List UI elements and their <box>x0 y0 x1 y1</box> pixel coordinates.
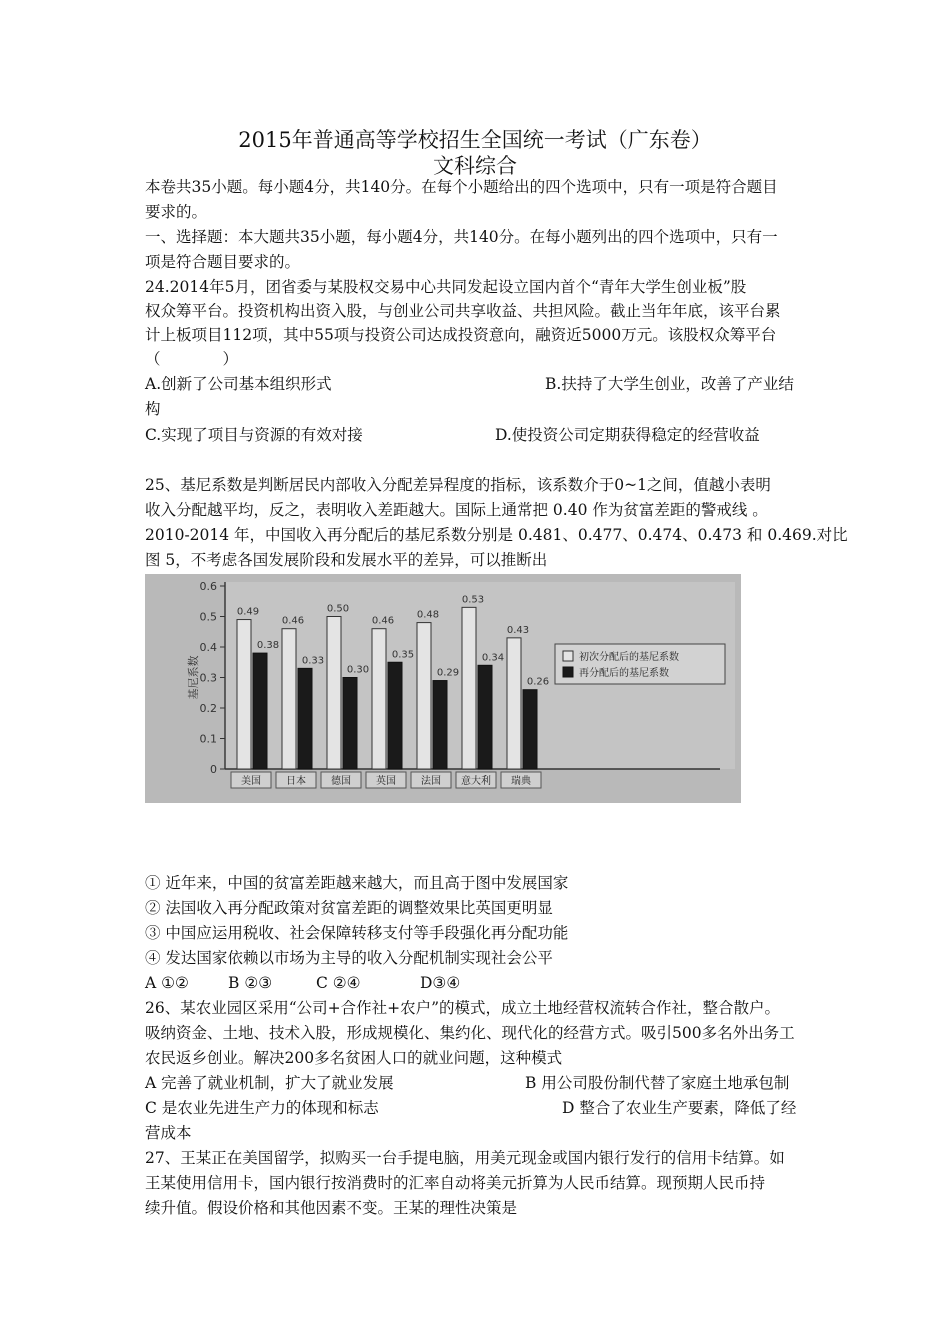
q25-statement-1: ① 近年来，中国的贫富差距越来越大，而且高于图中发展国家 <box>145 874 569 892</box>
bar-primary-4 <box>372 629 386 769</box>
data-label: 0.26 <box>526 676 550 688</box>
y-tick-label: 0 <box>210 763 217 776</box>
q26-option-d: D 整合了农业生产要素，降低了经 <box>562 1099 797 1117</box>
category-label: 意大利 <box>461 776 491 787</box>
data-label: 0.29 <box>436 667 460 679</box>
data-label: 0.43 <box>506 624 530 636</box>
y-axis-label: 基尼系数 <box>187 655 200 700</box>
q26-option-b: B 用公司股份制代替了家庭土地承包制 <box>525 1074 790 1092</box>
legend-swatch-redistribution <box>563 667 573 677</box>
data-label: 0.35 <box>391 649 415 661</box>
q26-stem: 农民返乡创业。解决200多名贫困人口的就业问题，这种模式 <box>145 1049 563 1067</box>
q24-answer-blank: （ ） <box>145 350 239 368</box>
q24-stem: 计上板项目112项，其中55项与投资公司达成投资意向，融资近5000万元。该股权众筹平台 <box>145 326 777 344</box>
q25-stem: 收入分配越平均，反之，表明收入差距越大。国际上通常把 0.40 作为贫富差距的警戒线 。 <box>145 501 768 519</box>
q25-choice-d: D③④ <box>420 974 461 992</box>
legend-label-primary: 初次分配后的基尼系数 <box>579 652 679 663</box>
bar-primary-7 <box>507 638 521 769</box>
y-tick-label: 0.3 <box>199 671 217 685</box>
q25-statement-3: ③ 中国应运用税收、社会保障转移支付等手段强化再分配功能 <box>145 924 569 942</box>
q25-statement-4: ④ 发达国家依赖以市场为主导的收入分配机制实现社会公平 <box>145 949 553 967</box>
category-label: 瑞典 <box>511 776 531 787</box>
bar-redistribution-3 <box>343 678 357 770</box>
data-label: 0.48 <box>416 609 440 621</box>
intro-line: 本卷共35小题。每小题4分，共140分。在每个小题给出的四个选项中，只有一项是符合题目 <box>145 178 778 196</box>
q26-stem: 26、某农业园区采用“公司+合作社+农户”的模式，成立土地经营权流转合作社，整合散户。 <box>145 999 781 1017</box>
category-label: 法国 <box>421 776 441 787</box>
data-label: 0.30 <box>346 664 370 676</box>
page-subtitle: 文科综合 <box>433 154 517 178</box>
q24-option-b: B.扶持了大学生创业，改善了产业结 <box>545 375 794 393</box>
bar-redistribution-4 <box>388 662 402 769</box>
category-label: 美国 <box>241 776 261 787</box>
bar-redistribution-5 <box>433 681 447 769</box>
q26-option-c: C 是农业先进生产力的体现和标志 <box>145 1099 379 1117</box>
bar-primary-2 <box>282 629 296 769</box>
legend-swatch-primary <box>563 651 573 661</box>
q24-stem: 权众筹平台。投资机构出资入股，与创业公司共享收益、共担风险。截止当年年底，该平台累 <box>145 302 781 320</box>
q25-stem: 图 5，不考虑各国发展阶段和发展水平的差异，可以推断出 <box>145 551 548 569</box>
q26-option-d-continued: 营成本 <box>145 1124 192 1142</box>
q25-choice-c: C ②④ <box>316 974 361 992</box>
data-label: 0.53 <box>461 594 485 606</box>
q24-stem: 24.2014年5月，团省委与某股权交易中心共同发起设立国内首个“青年大学生创业板”股 <box>145 278 747 296</box>
q27-stem: 王某使用信用卡，国内银行按消费时的汇率自动将美元折算为人民币结算。现预期人民币持 <box>145 1174 766 1192</box>
y-tick-label: 0.5 <box>199 610 217 624</box>
data-label: 0.46 <box>371 615 395 627</box>
bar-redistribution-2 <box>298 668 312 769</box>
q27-stem: 27、王某正在美国留学，拟购买一台手提电脑，用美元现金或国内银行发行的信用卡结算。如 <box>145 1149 785 1167</box>
bar-redistribution-7 <box>523 690 537 769</box>
legend-label-redistribution: 再分配后的基尼系数 <box>579 668 669 679</box>
category-label: 英国 <box>376 776 396 787</box>
q24-option-d: D.使投资公司定期获得稳定的经营收益 <box>495 426 760 444</box>
data-label: 0.38 <box>256 640 280 652</box>
data-label: 0.34 <box>481 652 505 664</box>
bar-primary-3 <box>327 617 341 770</box>
y-tick-label: 0.6 <box>199 580 217 593</box>
data-label: 0.46 <box>281 615 305 627</box>
q25-stem: 2010-2014 年，中国收入再分配后的基尼系数分别是 0.481、0.477、0.474、0.473 和 0.469.对比 <box>145 526 848 544</box>
q25-choice-a: A ①② <box>145 974 189 992</box>
bar-redistribution-6 <box>478 665 492 769</box>
q25-choice-b: B ②③ <box>228 974 273 992</box>
y-tick-label: 0.1 <box>199 732 217 746</box>
q24-option-c: C.实现了项目与资源的有效对接 <box>145 426 363 444</box>
page-title: 2015年普通高等学校招生全国统一考试（广东卷） <box>238 128 712 152</box>
y-tick-label: 0.4 <box>199 641 217 654</box>
bar-primary-6 <box>462 607 476 769</box>
intro-line: 要求的。 <box>145 203 208 221</box>
category-label: 德国 <box>331 776 351 787</box>
intro-line: 一、选择题：本大题共35小题，每小题4分，共140分。在每小题列出的四个选项中，只有一 <box>145 228 778 246</box>
data-label: 0.49 <box>236 606 260 618</box>
category-label: 日本 <box>286 776 306 787</box>
bar-primary-1 <box>237 620 251 769</box>
q24-option-a: A.创新了公司基本组织形式 <box>145 375 332 393</box>
q26-stem: 吸纳资金、土地、技术入股，形成规模化、集约化、现代化的经营方式。吸引500多名外出务工 <box>145 1024 795 1042</box>
q25-statement-2: ② 法国收入再分配政策对贫富差距的调整效果比英国更明显 <box>145 899 553 917</box>
gini-chart-svg <box>145 574 741 803</box>
q27-stem: 续升值。假设价格和其他因素不变。王某的理性决策是 <box>145 1199 518 1217</box>
q26-option-a: A 完善了就业机制，扩大了就业发展 <box>145 1074 394 1092</box>
y-tick-label: 0.2 <box>199 702 217 715</box>
q25-stem: 25、基尼系数是判断居民内部收入分配差异程度的指标，该系数介于0~1之间，值越小表明 <box>145 476 771 494</box>
q24-option-b-continued: 构 <box>145 400 161 418</box>
data-label: 0.50 <box>326 603 350 615</box>
bar-primary-5 <box>417 623 431 769</box>
gini-chart <box>145 574 741 803</box>
bar-redistribution-1 <box>253 653 267 769</box>
data-label: 0.33 <box>301 655 325 667</box>
intro-line: 项是符合题目要求的。 <box>145 253 301 271</box>
